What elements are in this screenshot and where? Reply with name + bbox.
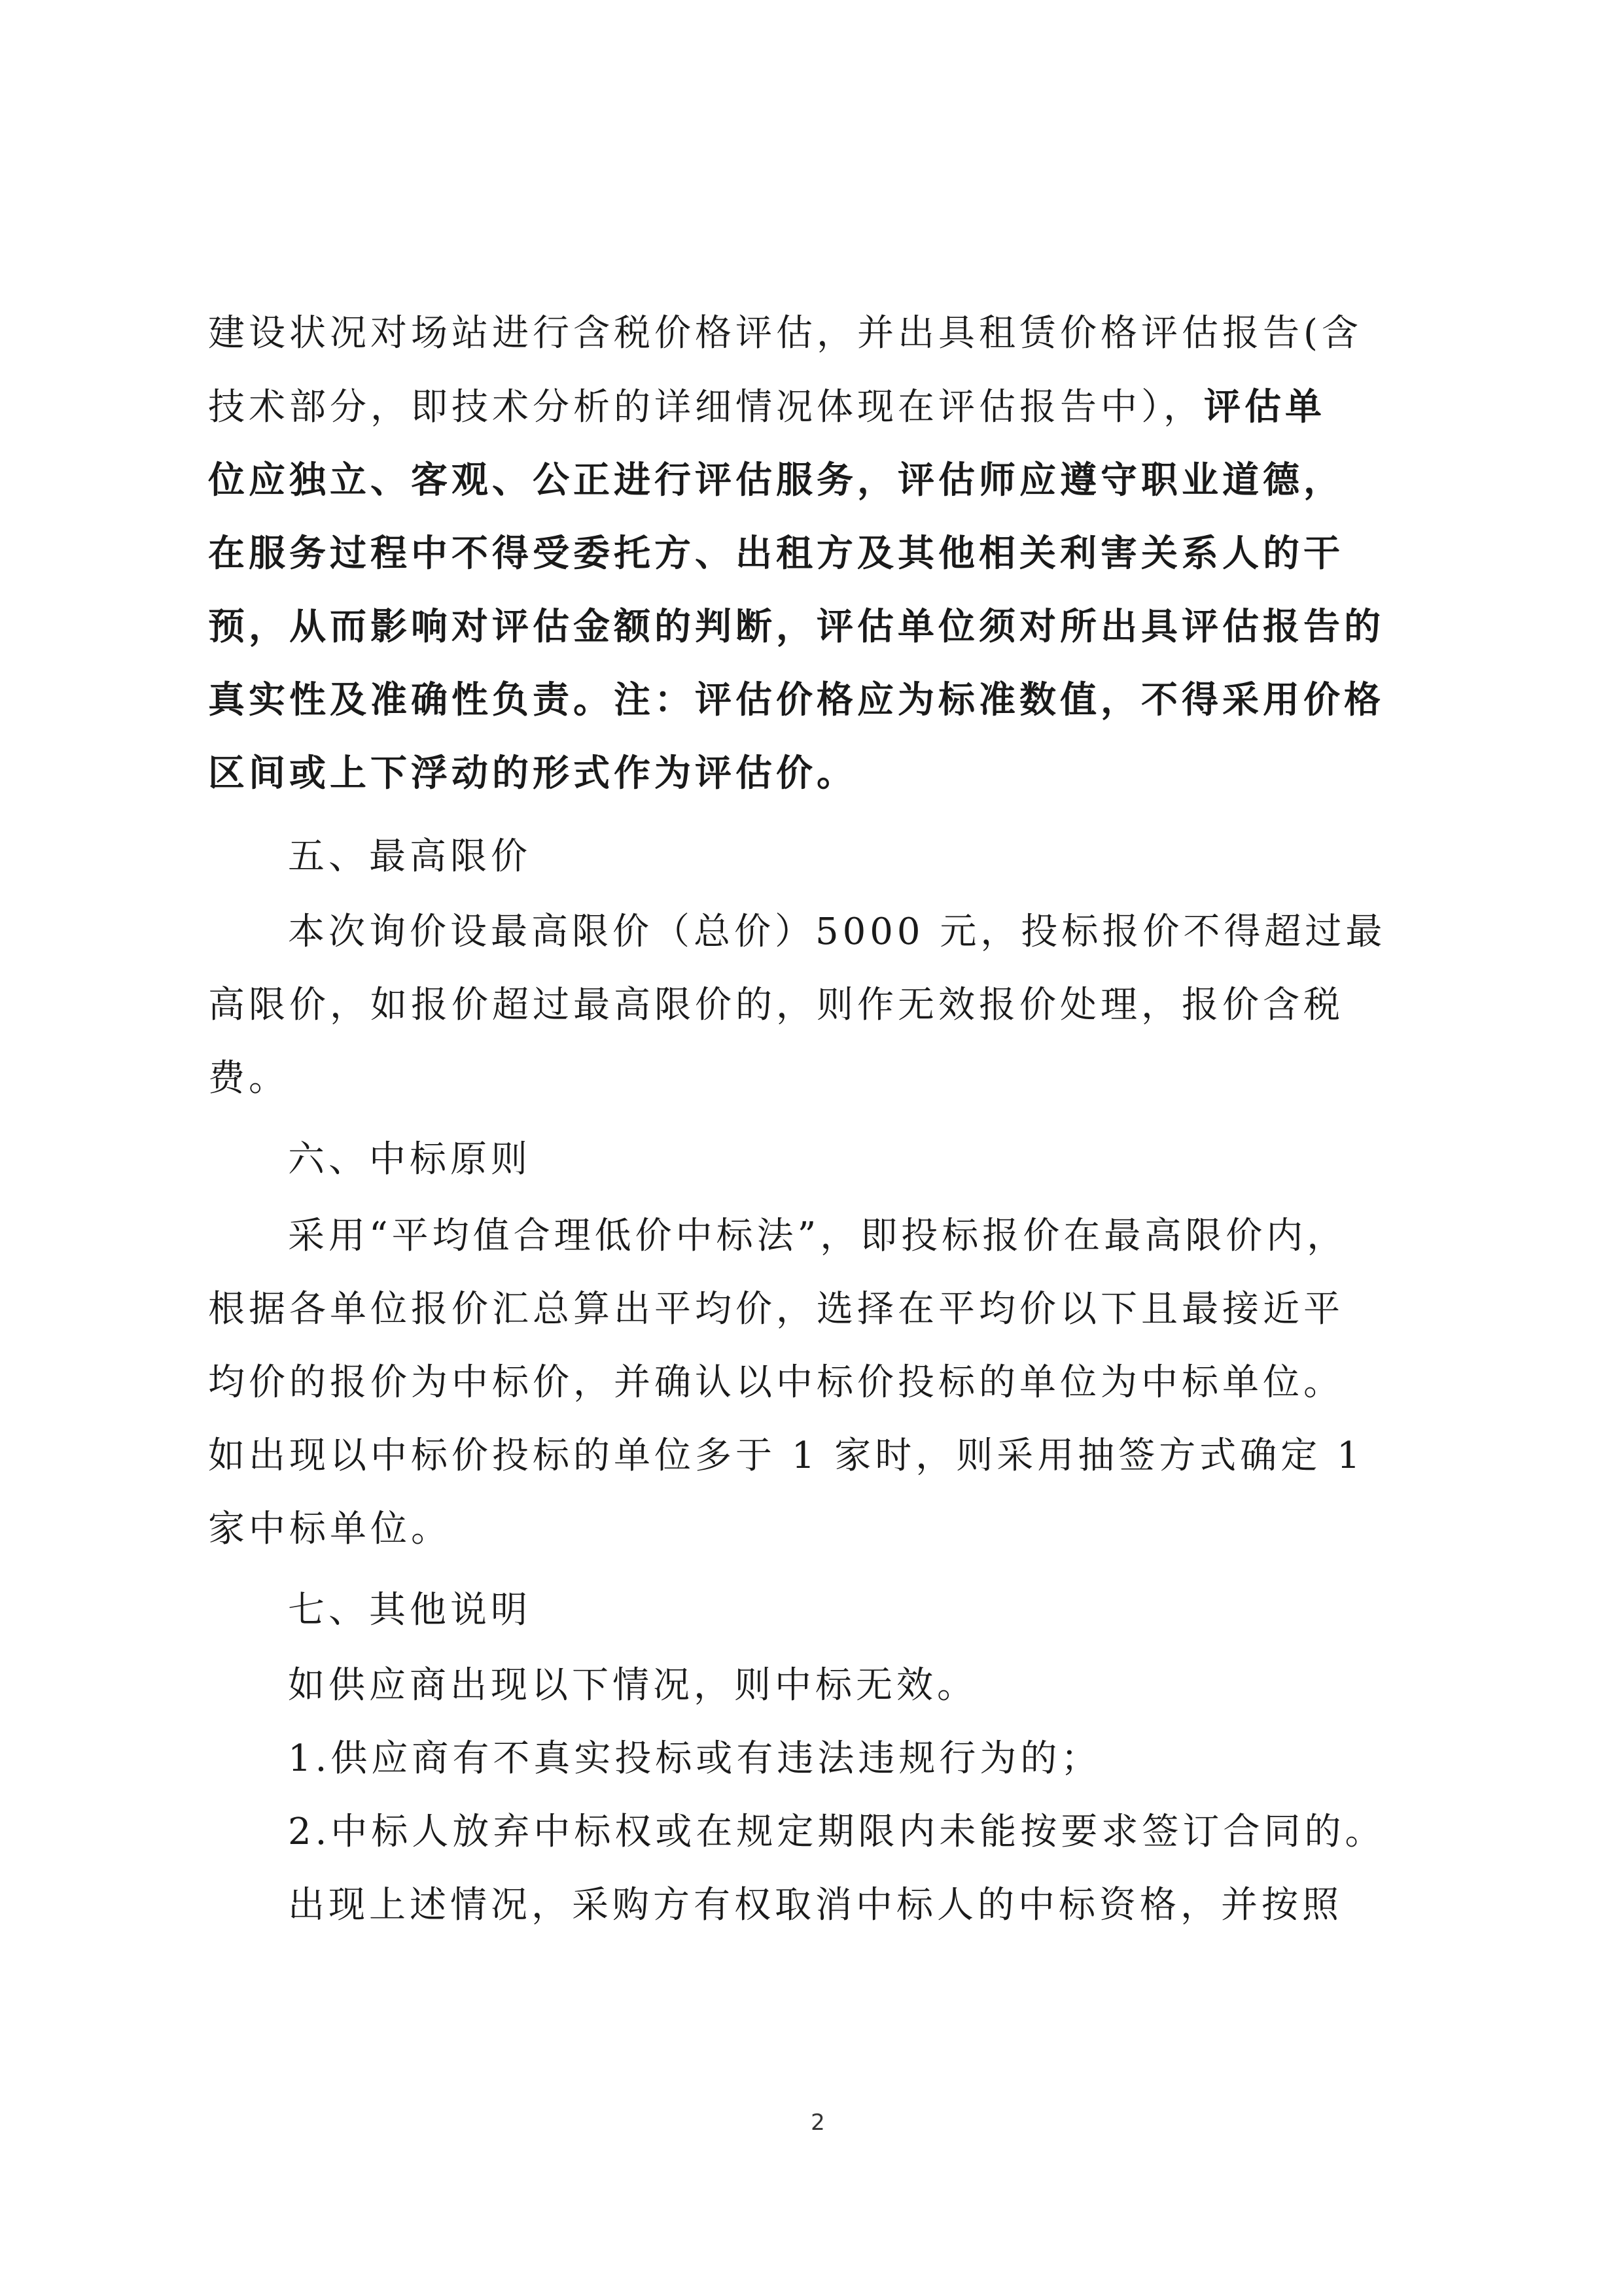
paragraph-line xyxy=(208,747,1438,799)
paragraph-line: 费。 xyxy=(208,1057,289,1100)
paragraph-line: 家中标单位。 xyxy=(208,1508,451,1550)
text-segment: 技术部分，即技术分析的详细情况体现在评估报告中）， xyxy=(208,386,1204,428)
paragraph-line: 均价的报价为中标价，并确认以中标价投标的单位为中标单位。 xyxy=(208,1361,1344,1404)
bold-text-segment: 位应独立、客观、公正进行评估服务，评估师应遵守职业道德， xyxy=(208,459,1344,502)
paragraph-line: 采用“平均值合理低价中标法”，即投标报价在最高限价内， xyxy=(288,1215,1348,1257)
paragraph-line xyxy=(208,381,1438,434)
paragraph-line: 如供应商出现以下情况，则中标无效。 xyxy=(288,1664,978,1707)
paragraph-line: 高限价，如报价超过最高限价的，则作无效报价处理，报价含税 xyxy=(208,984,1344,1026)
section-heading-award-principle: 六、中标原则 xyxy=(288,1138,531,1181)
paragraph-line: 根据各单位报价汇总算出平均价，选择在平均价以下且最接近平 xyxy=(208,1288,1344,1331)
paragraph-line xyxy=(208,307,1438,360)
section-heading-other-notes: 七、其他说明 xyxy=(288,1589,531,1631)
paragraph-line: 本次询价设最高限价（总价）5000 元，投标报价不得超过最 xyxy=(288,911,1386,953)
paragraph-line xyxy=(208,454,1438,506)
paragraph-line xyxy=(208,600,1438,653)
list-item: 1.供应商有不真实投标或有违法违规行为的； xyxy=(288,1737,1102,1780)
list-item: 2.中标人放弃中标权或在规定期限内未能按要求签订合同的。 xyxy=(288,1811,1386,1853)
bold-text-segment: 区间或上下浮动的形式作为评估价。 xyxy=(208,752,857,795)
section-heading-max-price: 五、最高限价 xyxy=(288,835,531,878)
bold-text-segment: 在服务过程中不得受委托方、出租方及其他相关利害关系人的干 xyxy=(208,532,1344,575)
text-segment: 建设状况对场站进行含税价格评估，并出具租赁价格评估报告(含 xyxy=(208,312,1362,355)
bold-text-segment: 真实性及准确性负责。注：评估价格应为标准数值，不得采用价格 xyxy=(208,678,1385,722)
paragraph-line xyxy=(208,674,1438,726)
paragraph-line: 出现上述情况，采购方有权取消中标人的中标资格，并按照 xyxy=(288,1884,1343,1926)
page-number: 2 xyxy=(811,2110,825,2136)
bold-text-segment: 预，从而影响对评估金额的判断，评估单位须对所出具评估报告的 xyxy=(208,605,1385,648)
bold-text-segment: 评估单 xyxy=(1204,385,1326,428)
paragraph-line: 如出现以中标价投标的单位多于 1 家时，则采用抽签方式确定 1 xyxy=(208,1435,1364,1477)
paragraph-line xyxy=(208,527,1438,580)
